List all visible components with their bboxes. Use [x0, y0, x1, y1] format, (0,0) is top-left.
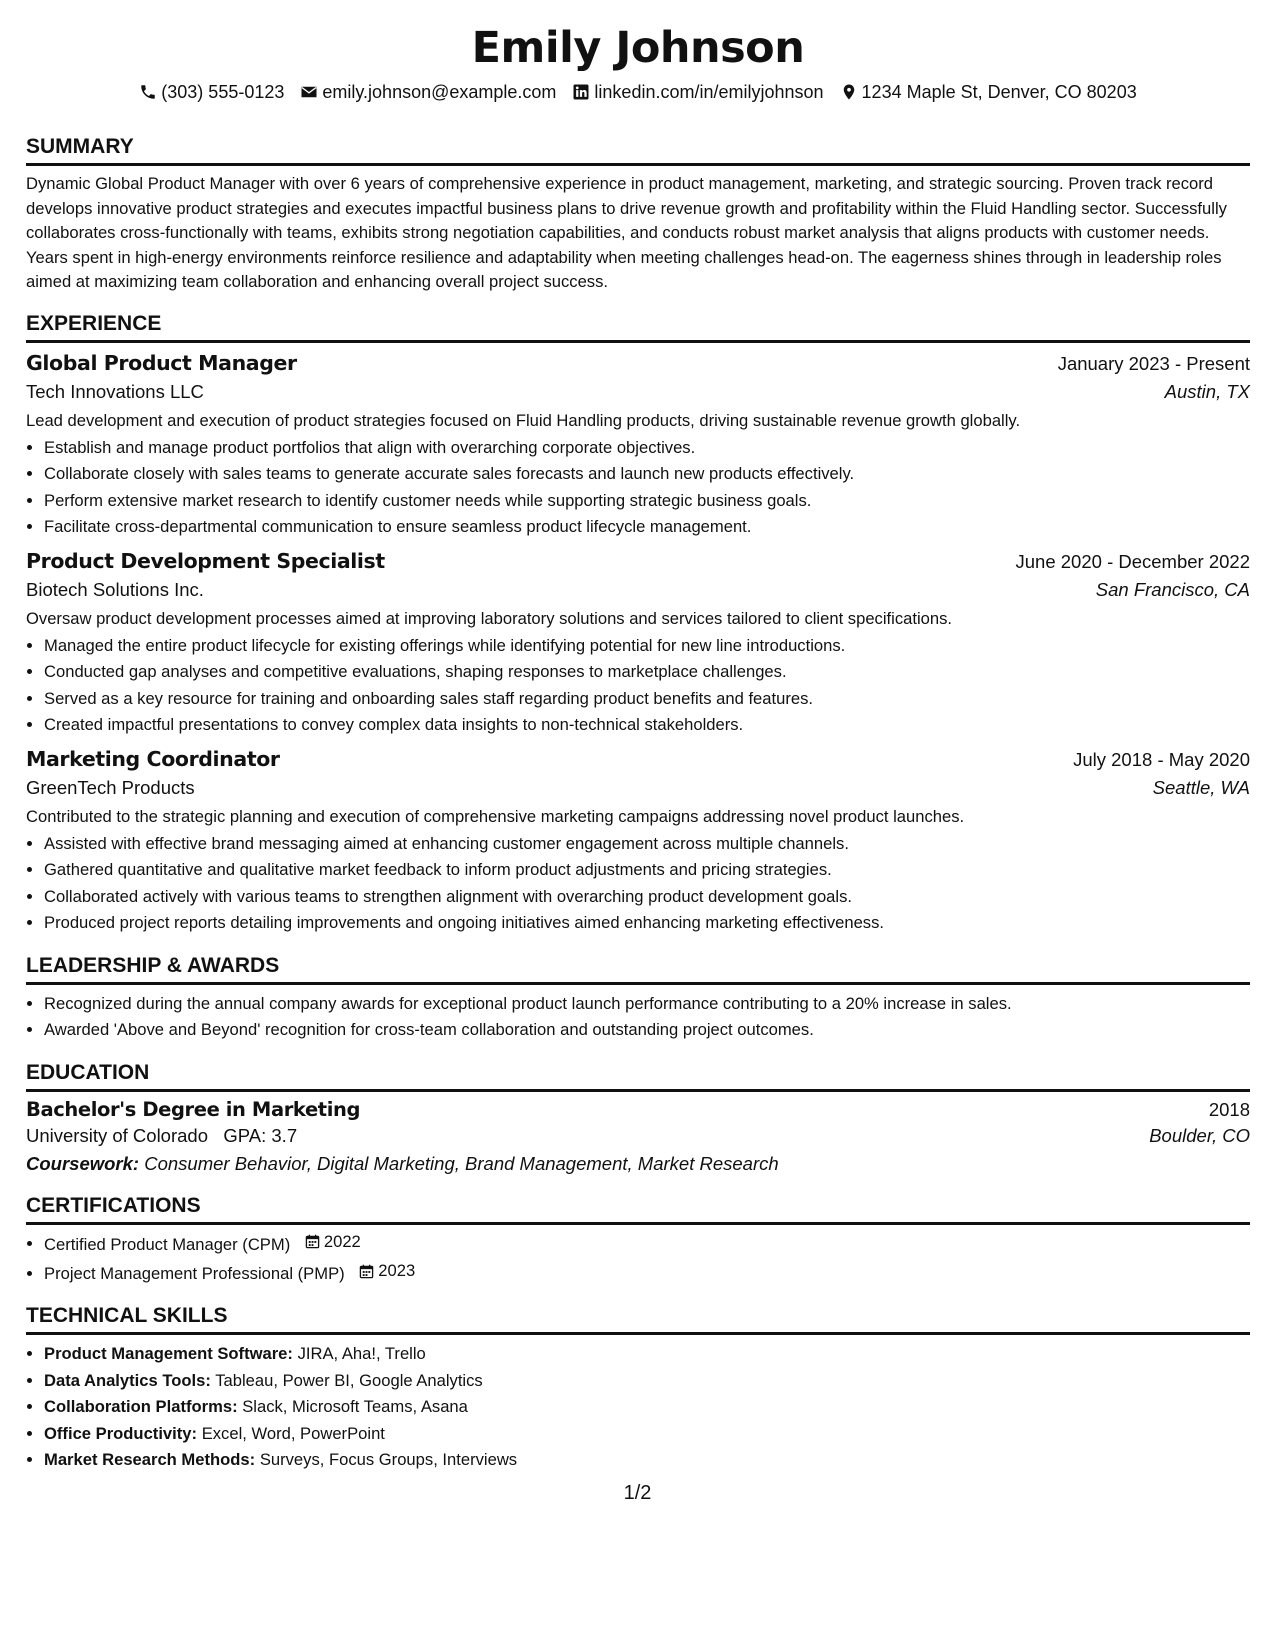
skills-heading: TECHNICAL SKILLS: [26, 1303, 1250, 1335]
school-gpa: GPA: 3.7: [223, 1124, 298, 1146]
job-company: GreenTech Products: [26, 776, 195, 798]
list-item: [44, 1394, 1250, 1421]
contact-linkedin[interactable]: [572, 80, 823, 104]
certifications-heading: CERTIFICATIONS: [26, 1193, 1250, 1225]
job-title: Product Development Specialist: [26, 548, 385, 573]
school-name: University of Colorado: [26, 1124, 208, 1146]
candidate-name: Emily Johnson: [471, 23, 805, 73]
list-item: • Managed the entire product lifecycle for existing offerings while identifying potential for new line introductions.: [44, 633, 1250, 660]
certifications-section: [26, 1193, 1250, 1288]
job-dates: June 2020 - December 2022: [1015, 550, 1250, 572]
job-title: Global Product Manager: [26, 350, 297, 375]
contact-phone: [139, 80, 284, 104]
list-item: [44, 1341, 1250, 1368]
contact-bar: [26, 80, 1250, 104]
summary-text: Dynamic Global Product Manager with over 6 years of comprehensive experience in product management, marketing, and strategic sourcing. Proven track record develops innovative product strategies and executes impactful business plans to drive revenue growth and profitability within the Fluid Handling sector. Successfully collaborates cross-functionally with teams, exhibits strong negotiation capabilities, and conducts robust market analysis that aligns products with customer needs. Years spent in high-energy environments reinforce resilience and adaptability when meeting challenges head-on. The eagerness shines through in leadership roles aimed at maximizing team collaboration and enhancing overall project success.: [26, 174, 1227, 291]
job-title: Marketing Coordinator: [26, 746, 280, 771]
list-item: [44, 1447, 1250, 1474]
list-item: • Establish and manage product portfolios that align with overarching corporate objectives.: [44, 435, 1250, 462]
linkedin-text[interactable]: linkedin.com/in/emilyjohnson: [594, 82, 824, 102]
summary-section: [26, 134, 1250, 295]
skills-list: [26, 1341, 1250, 1474]
job-description: Contributed to the strategic planning and execution of comprehensive marketing campaigns addressing novel product launches.: [26, 806, 965, 826]
page-number: 1/2: [623, 1482, 652, 1504]
job-location: San Francisco, CA: [1095, 578, 1250, 600]
list-item: • Assisted with effective brand messaging aimed at enhancing customer engagement across multiple channels.: [44, 831, 1250, 858]
skill-value: JIRA, Aha!, Trello: [297, 1344, 426, 1363]
resume-page: [26, 0, 1250, 1474]
leadership-bullets: [26, 991, 1250, 1044]
envelope-icon: [300, 83, 318, 101]
calendar-icon: [359, 1264, 374, 1279]
school-line: [26, 1125, 297, 1147]
summary-heading: SUMMARY: [26, 134, 1250, 166]
cert-name: Project Management Professional (PMP): [44, 1263, 345, 1283]
certification-list: [26, 1229, 1250, 1288]
list-item: [44, 1229, 1250, 1258]
skill-label: Collaboration Platforms:: [44, 1397, 238, 1416]
education-heading: EDUCATION: [26, 1060, 1250, 1092]
cert-date: [305, 1229, 361, 1256]
skill-label: Office Productivity:: [44, 1423, 198, 1443]
cert-name: Certified Product Manager (CPM): [44, 1234, 291, 1254]
cert-year: 2023: [378, 1260, 416, 1280]
list-item: • Awarded 'Above and Beyond' recognition for cross-team collaboration and outstanding project outcomes.: [44, 1017, 1250, 1044]
list-item: • Gathered quantitative and qualitative market feedback to inform product adjustments and pricing strategies.: [44, 857, 1250, 884]
email-text[interactable]: emily.johnson@example.com: [322, 82, 557, 102]
skill-value: Excel, Word, PowerPoint: [201, 1423, 385, 1443]
job-company: Biotech Solutions Inc.: [26, 578, 204, 600]
list-item: • Collaborate closely with sales teams to generate accurate sales forecasts and launch new products effectively.: [44, 461, 1250, 488]
job-dates: January 2023 - Present: [1057, 352, 1250, 374]
map-pin-icon: [840, 83, 858, 101]
skill-value: Slack, Microsoft Teams, Asana: [242, 1397, 468, 1416]
list-item: [44, 1258, 1250, 1287]
list-item: • Conducted gap analyses and competitive evaluations, shaping responses to marketplace challenges.: [44, 659, 1250, 686]
leadership-heading: LEADERSHIP & AWARDS: [26, 953, 1250, 985]
experience-heading: EXPERIENCE: [26, 311, 1250, 343]
leadership-section: [26, 953, 1250, 1044]
list-item: • Produced project reports detailing improvements and ongoing initiatives aimed enhancing marketing effectiveness.: [44, 910, 1250, 937]
job-entry: [26, 351, 1250, 541]
degree-title: Bachelor's Degree in Marketing: [26, 1097, 361, 1121]
skills-section: [26, 1303, 1250, 1474]
job-description: Lead development and execution of product strategies focused on Fluid Handling products, driving sustainable revenue growth globally.: [26, 410, 1021, 430]
job-bullets: [26, 633, 1250, 739]
job-bullets: [26, 831, 1250, 937]
address-text: 1234 Maple St, Denver, CO 80203: [861, 82, 1137, 102]
coursework-text: Consumer Behavior, Digital Marketing, Brand Management, Market Research: [144, 1152, 779, 1174]
list-item: • Collaborated actively with various teams to strengthen alignment with overarching product development goals.: [44, 884, 1250, 911]
list-item: • Perform extensive market research to identify customer needs while supporting strategic business goals.: [44, 488, 1250, 515]
cert-year: 2022: [323, 1231, 361, 1251]
contact-email[interactable]: [300, 80, 556, 104]
skill-label: Product Management Software:: [44, 1344, 293, 1363]
list-item: • Created impactful presentations to convey complex data insights to non-technical stakeholders.: [44, 712, 1250, 739]
degree-year: 2018: [1208, 1098, 1250, 1120]
job-description: Oversaw product development processes aimed at improving laboratory solutions and services tailored to client specifications.: [26, 608, 953, 628]
experience-section: [26, 311, 1250, 937]
linkedin-icon: [572, 83, 590, 101]
skill-value: Surveys, Focus Groups, Interviews: [259, 1450, 518, 1469]
job-location: Seattle, WA: [1152, 776, 1250, 798]
job-bullets: [26, 435, 1250, 541]
skill-label: Market Research Methods:: [44, 1450, 256, 1469]
job-company: Tech Innovations LLC: [26, 380, 204, 402]
job-entry: [26, 549, 1250, 739]
list-item: • Served as a key resource for training and onboarding sales staff regarding product benefits and features.: [44, 686, 1250, 713]
list-item: [44, 1421, 1250, 1448]
school-location: Boulder, CO: [1149, 1124, 1250, 1146]
job-dates: July 2018 - May 2020: [1073, 748, 1250, 770]
education-section: [26, 1060, 1250, 1175]
contact-address: [840, 80, 1137, 104]
list-item: • Recognized during the annual company awards for exceptional product launch performance contributing to a 20% increase in sales.: [44, 991, 1250, 1018]
list-item: [44, 1368, 1250, 1395]
phone-text: (303) 555-0123: [161, 82, 285, 102]
coursework-line: [26, 1153, 1250, 1175]
list-item: • Facilitate cross-departmental communication to ensure seamless product lifecycle management.: [44, 514, 1250, 541]
phone-icon: [139, 83, 157, 101]
skill-label: Data Analytics Tools:: [44, 1370, 211, 1390]
job-entry: [26, 747, 1250, 937]
job-location: Austin, TX: [1164, 380, 1250, 402]
cert-date: [359, 1258, 415, 1285]
skill-value: Tableau, Power BI, Google Analytics: [215, 1370, 483, 1390]
coursework-label: Coursework:: [26, 1152, 140, 1174]
calendar-icon: [305, 1234, 320, 1249]
